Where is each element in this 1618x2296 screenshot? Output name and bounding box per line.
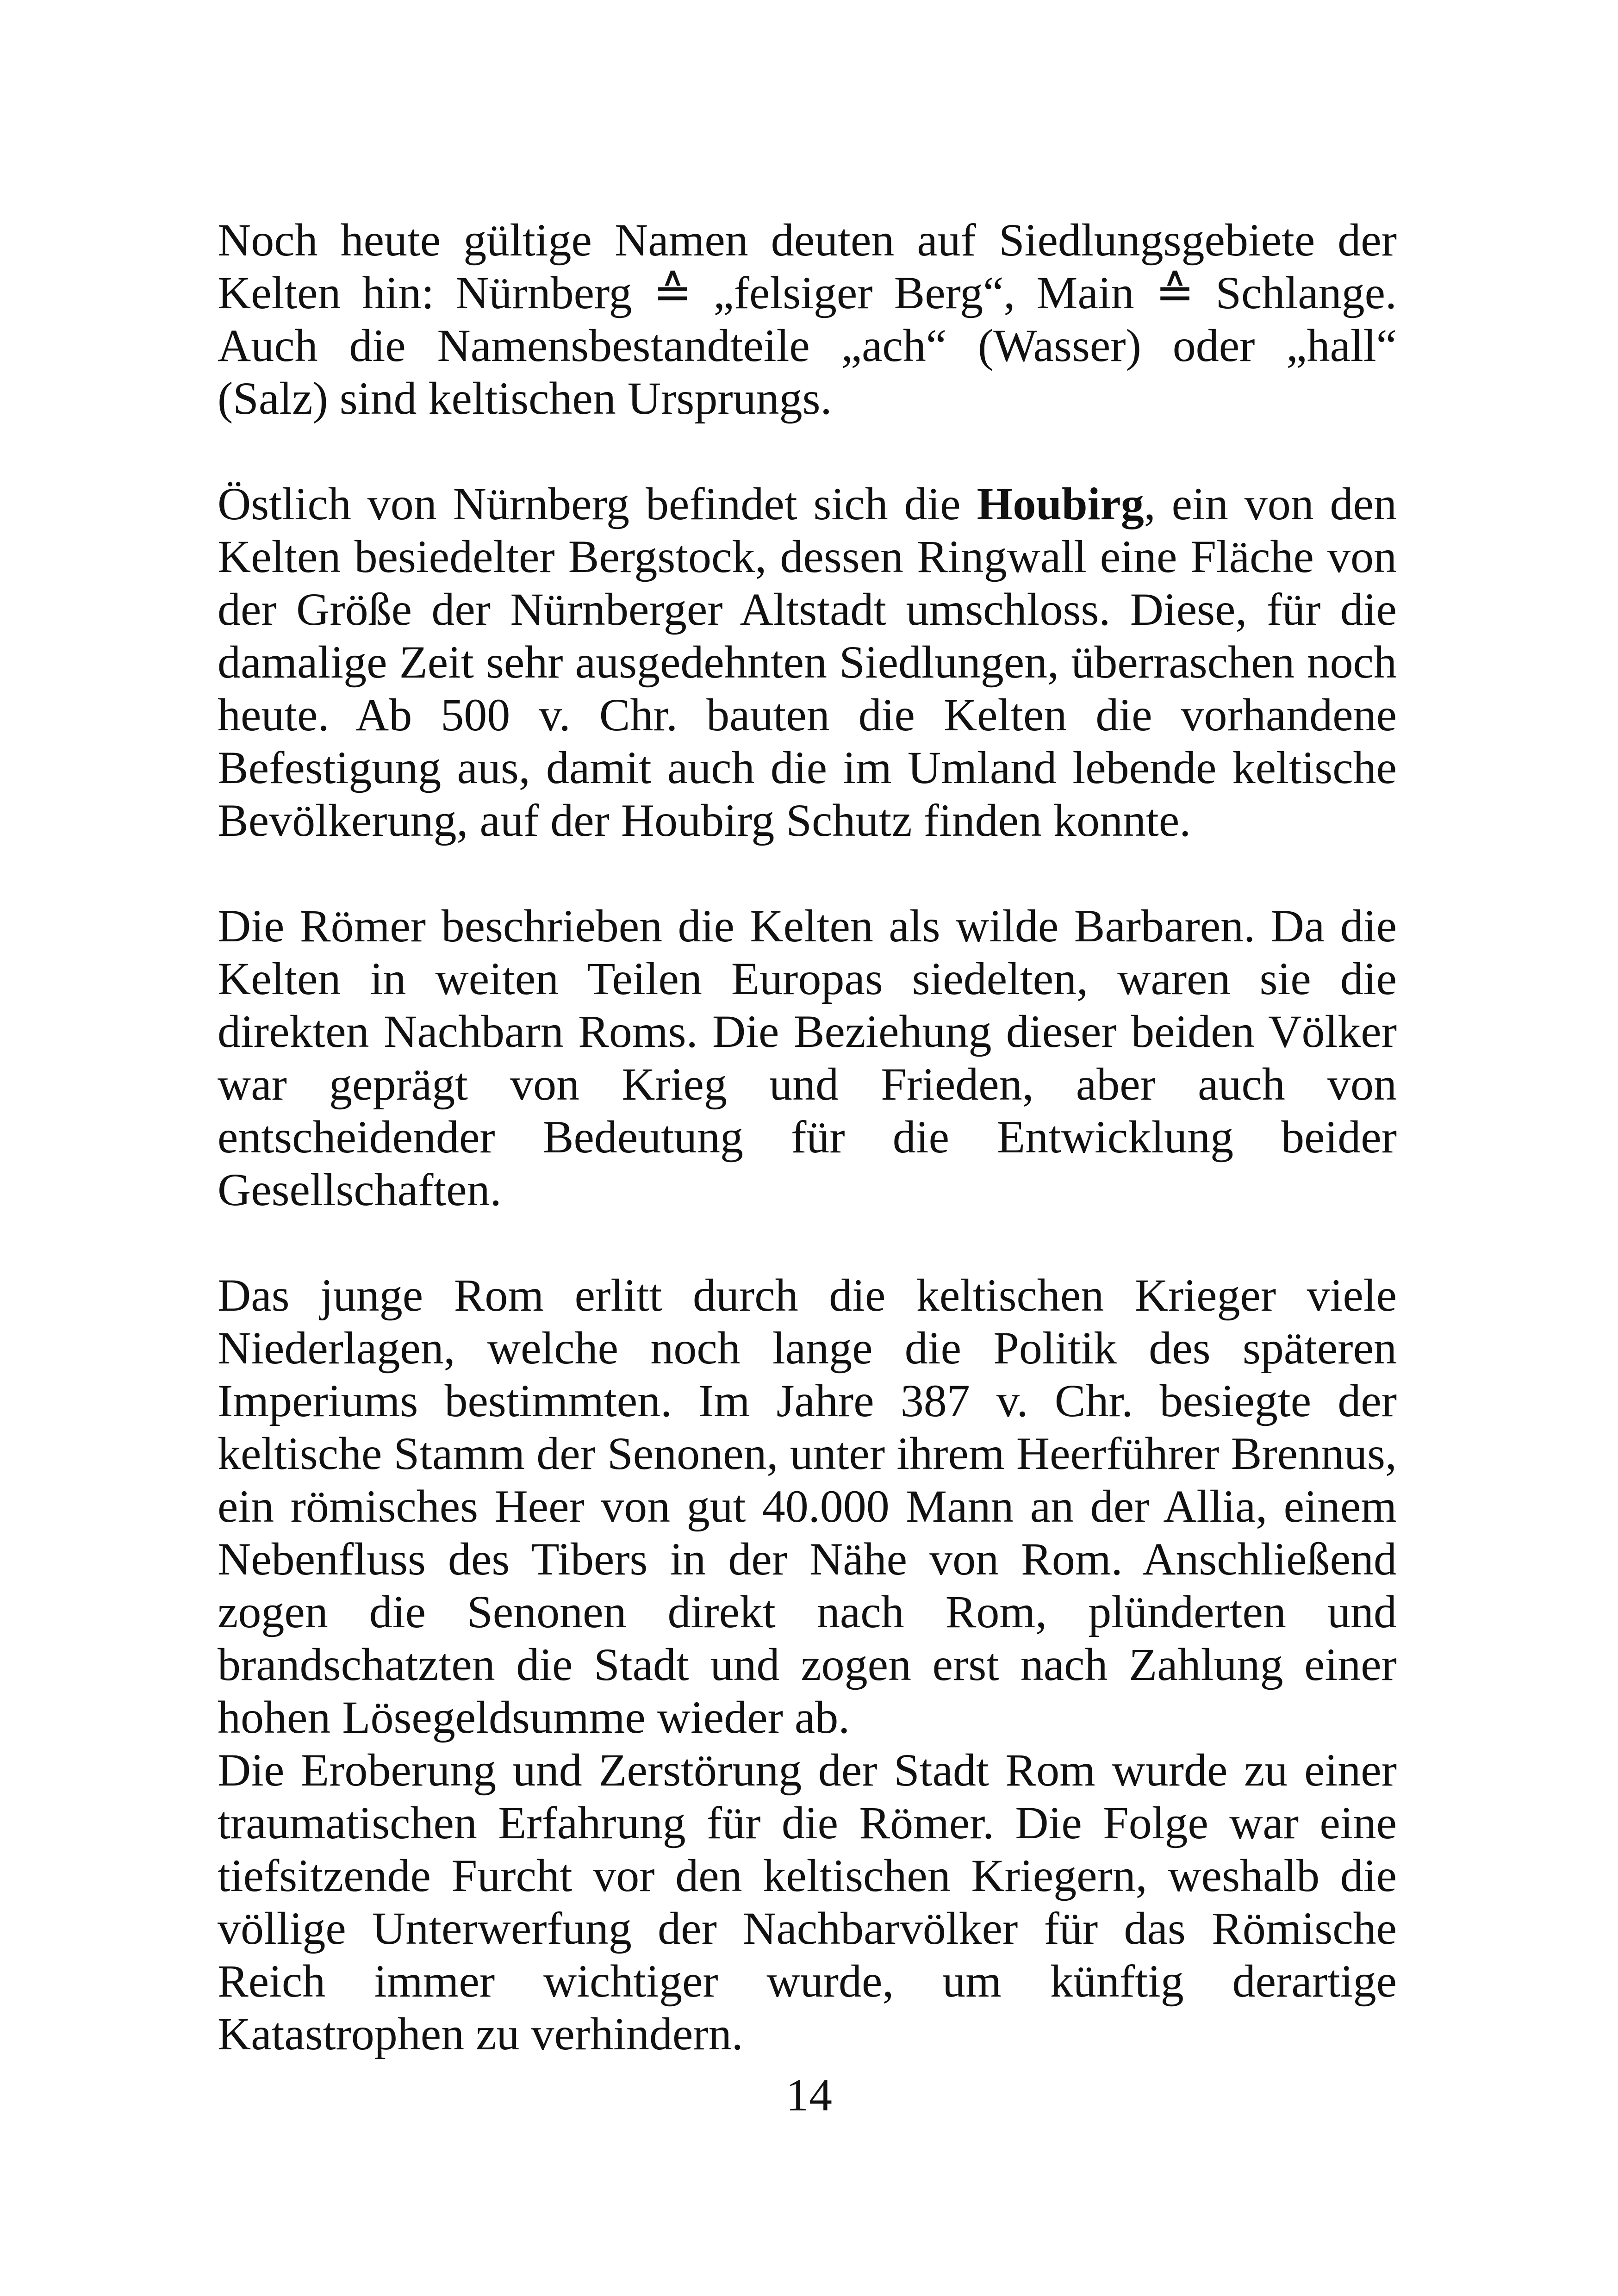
houbirg-term: Houbirg xyxy=(977,478,1144,529)
paragraph-houbirg xyxy=(218,478,1397,847)
paragraph-romans-celts: Die Römer beschrieben die Kelten als wilde Barbaren. Da die Kelten in weiten Teilen Europas siedelten, waren sie die direkten Nachbarn Roms. Die Beziehung dieser beiden Völker war geprägt von Krieg und Frieden, aber auch von entscheidender Bedeutung für die Entwicklung beider Gesellschaften. xyxy=(218,900,1397,1215)
paragraph-houbirg-intro: Östlich von Nürnberg befindet sich die xyxy=(218,478,977,529)
page-body xyxy=(218,214,1397,2060)
paragraph-celtic-names: Noch heute gültige Namen deuten auf Siedlungsgebiete der Kelten hin: Nürnberg ≙ „felsiger Berg“, Main ≙ Schlange. Auch die Namensbestandteile „ach“ (Wasser) oder „hall“ (Salz) sind keltischen Ursprungs. xyxy=(218,214,1397,424)
paragraph-houbirg-rest: , ein von den Kelten besiedelter Bergstock, dessen Ringwall eine Fläche von der Größe der Nürnberger Altstadt umschloss. Diese, für die damalige Zeit sehr ausgedehnten Siedlungen, überraschen noch heute. Ab 500 v. Chr. bauten die Kelten die vorhandene Befestigung aus, damit auch die im Umland lebende keltische Bevölkerung, auf der Houbirg Schutz finden konnte. xyxy=(218,478,1397,846)
page-number: 14 xyxy=(786,2069,832,2121)
paragraph-rome-defeats: Das junge Rom erlitt durch die keltischen Krieger viele Niederlagen, welche noch lange die Politik des späteren Imperiums bestimmten. Im Jahre 387 v. Chr. besiegte der keltische Stamm der Senonen, unter ihrem Heerführer Brennus, ein römisches Heer von gut 40.000 Mann an der Allia, einem Nebenfluss des Tibers in der Nähe von Rom. Anschließend zogen die Senonen direkt nach Rom, plünderten und brandschatzten die Stadt und zogen erst nach Zahlung einer hohen Lösegeldsumme wieder ab. xyxy=(218,1269,1397,1743)
paragraph-rome-trauma: Die Eroberung und Zerstörung der Stadt Rom wurde zu einer traumatischen Erfahrung für die Römer. Die Folge war eine tiefsitzende Furcht vor den keltischen Kriegern, weshalb die völlige Unterwerfung der Nachbarvölker für das Römische Reich immer wichtiger wurde, um künftig derartige Katastrophen zu verhindern. xyxy=(218,1744,1397,2060)
